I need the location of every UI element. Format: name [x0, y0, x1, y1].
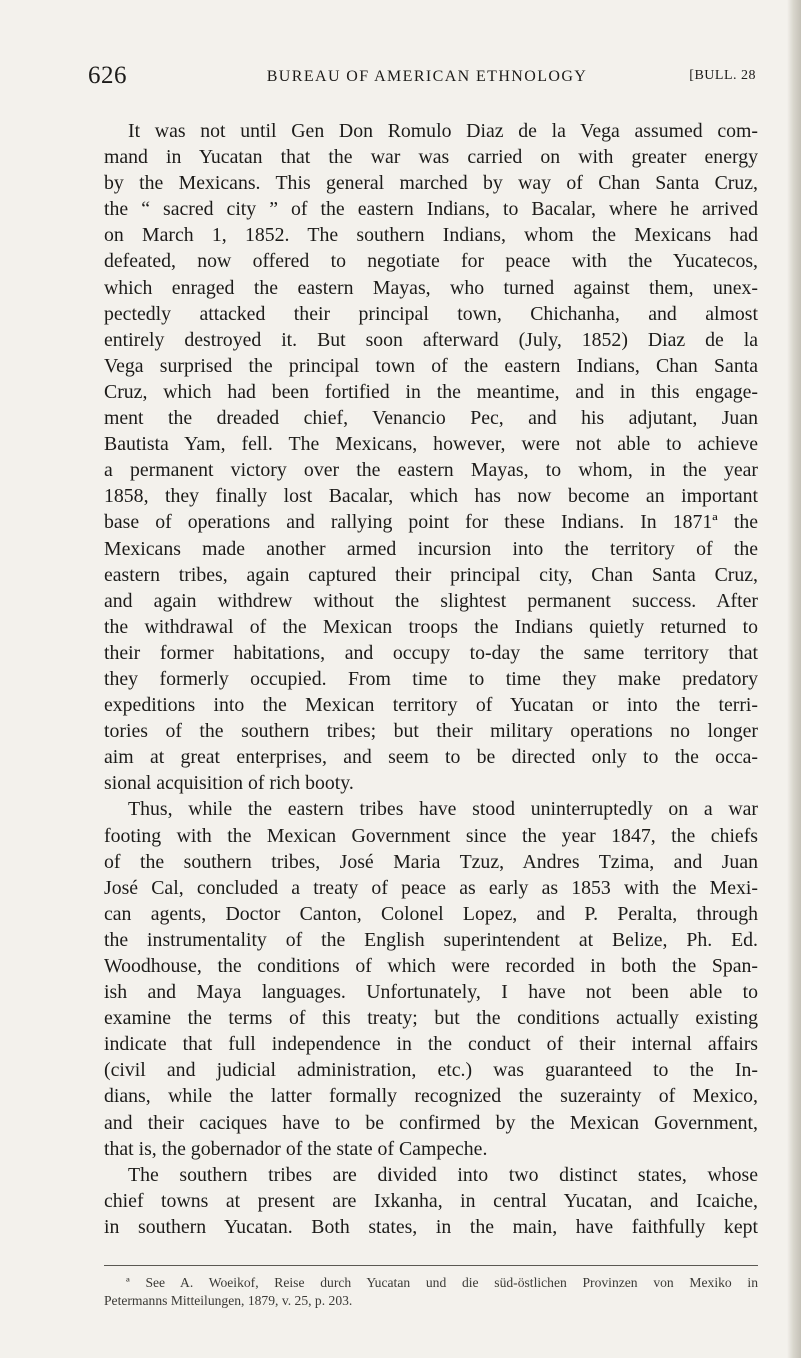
text-line: their former habitations, and occupy to-day the same territory that: [104, 641, 758, 664]
text-line: which enraged the eastern Mayas, who turned against them, unex-: [104, 276, 758, 299]
text-line: mand in Yucatan that the war was carried on with greater energy: [104, 146, 758, 169]
text-line: and their caciques have to be confirmed by the Mexican Government,: [104, 1111, 758, 1134]
text-line: the “ sacred city ” of the eastern Indians, to Bacalar, where he arrived: [104, 198, 758, 221]
text-line: of the southern tribes, José Maria Tzuz, Andres Tzima, and Juan: [104, 850, 758, 873]
text-line: Woodhouse, the conditions of which were recorded in both the Span-: [104, 955, 758, 977]
text-line: footing with the Mexican Government since the year 1847, the chiefs: [104, 824, 758, 847]
text-line: on March 1, 1852. The southern Indians, whom the Mexicans had: [104, 224, 758, 247]
footnote-line: ª See A. Woeikof, Reise durch Yucatan und die süd-östlichen Provinzen von Mexiko in: [126, 1275, 758, 1290]
text-line: 1858, they finally lost Bacalar, which has now become an important: [104, 485, 758, 508]
bulletin-reference: [BULL. 28: [689, 68, 756, 83]
footnote: [104, 1274, 758, 1310]
text-line: Cruz, which had been fortified in the meantime, and in this engage-: [104, 380, 758, 403]
text-line: defeated, now offered to negotiate for peace with the Yucatecos,: [104, 250, 758, 273]
page-number: 626: [88, 62, 127, 89]
text-line: they formerly occupied. From time to time they make predatory: [104, 667, 758, 690]
text-line: It was not until Gen Don Romulo Diaz de la Vega assumed com-: [128, 120, 758, 142]
footnote-separator: [104, 1265, 758, 1266]
text-line: can agents, Doctor Canton, Colonel Lopez, and P. Peralta, through: [104, 902, 758, 925]
text-line: ish and Maya languages. Unfortunately, I have not been able to: [104, 981, 758, 1004]
running-header: [88, 62, 756, 96]
text-line: Vega surprised the principal town of the eastern Indians, Chan Santa: [104, 354, 758, 377]
text-line: entirely destroyed it. But soon afterward (July, 1852) Diaz de la: [104, 328, 758, 351]
text-line: a permanent victory over the eastern Mayas, to whom, in the year: [104, 459, 758, 482]
text-line: expeditions into the Mexican territory of Yucatan or into the terri-: [104, 694, 758, 717]
text-line: that is, the gobernador of the state of Campeche.: [104, 1137, 488, 1160]
text-line: and again withdrew without the slightest permanent success. After: [104, 589, 758, 612]
text-line: the withdrawal of the Mexican troops the Indians quietly returned to: [104, 615, 758, 638]
text-line: tories of the southern tribes; but their military operations no longer: [104, 720, 758, 743]
text-line: the instrumentality of the English superintendent at Belize, Ph. Ed.: [104, 928, 758, 951]
text-line: chief towns at present are Ixkanha, in central Yucatan, and Icaiche,: [104, 1189, 758, 1212]
text-line: by the Mexicans. This general marched by way of Chan Santa Cruz,: [104, 172, 758, 195]
text-line: eastern tribes, again captured their principal city, Chan Santa Cruz,: [104, 563, 758, 586]
footnote-line: Petermanns Mitteilungen, 1879, v. 25, p. 203.: [104, 1293, 353, 1308]
text-line: indicate that full independence in the conduct of their internal affairs: [104, 1033, 758, 1056]
text-line: pectedly attacked their principal town, Chichanha, and almost: [104, 302, 758, 325]
text-line: examine the terms of this treaty; but the conditions actually existing: [104, 1007, 758, 1030]
text-line: base of operations and rallying point for these Indians. In 1871ª the: [104, 511, 758, 534]
text-line: aim at great enterprises, and seem to be directed only to the occa-: [104, 746, 758, 769]
text-line: Bautista Yam, fell. The Mexicans, however, were not able to achieve: [104, 433, 758, 456]
body-text: [104, 118, 758, 1240]
text-line: ment the dreaded chief, Venancio Pec, and his adjutant, Juan: [104, 407, 758, 430]
page-edge-shadow: [787, 0, 801, 1358]
text-line: in southern Yucatan. Both states, in the main, have faithfully kept: [104, 1215, 758, 1238]
text-line: Thus, while the eastern tribes have stood uninterruptedly on a war: [128, 798, 758, 821]
text-line: The southern tribes are divided into two distinct states, whose: [128, 1163, 758, 1186]
text-line: Mexicans made another armed incursion into the territory of the: [104, 537, 758, 560]
text-line: José Cal, concluded a treaty of peace as early as 1853 with the Mexi-: [104, 876, 758, 899]
text-line: (civil and judicial administration, etc.) was guaranteed to the In-: [104, 1059, 758, 1082]
running-title: BUREAU OF AMERICAN ETHNOLOGY: [266, 68, 588, 85]
text-line: sional acquisition of rich booty.: [104, 772, 354, 795]
text-line: dians, while the latter formally recognized the suzerainty of Mexico,: [104, 1085, 758, 1108]
